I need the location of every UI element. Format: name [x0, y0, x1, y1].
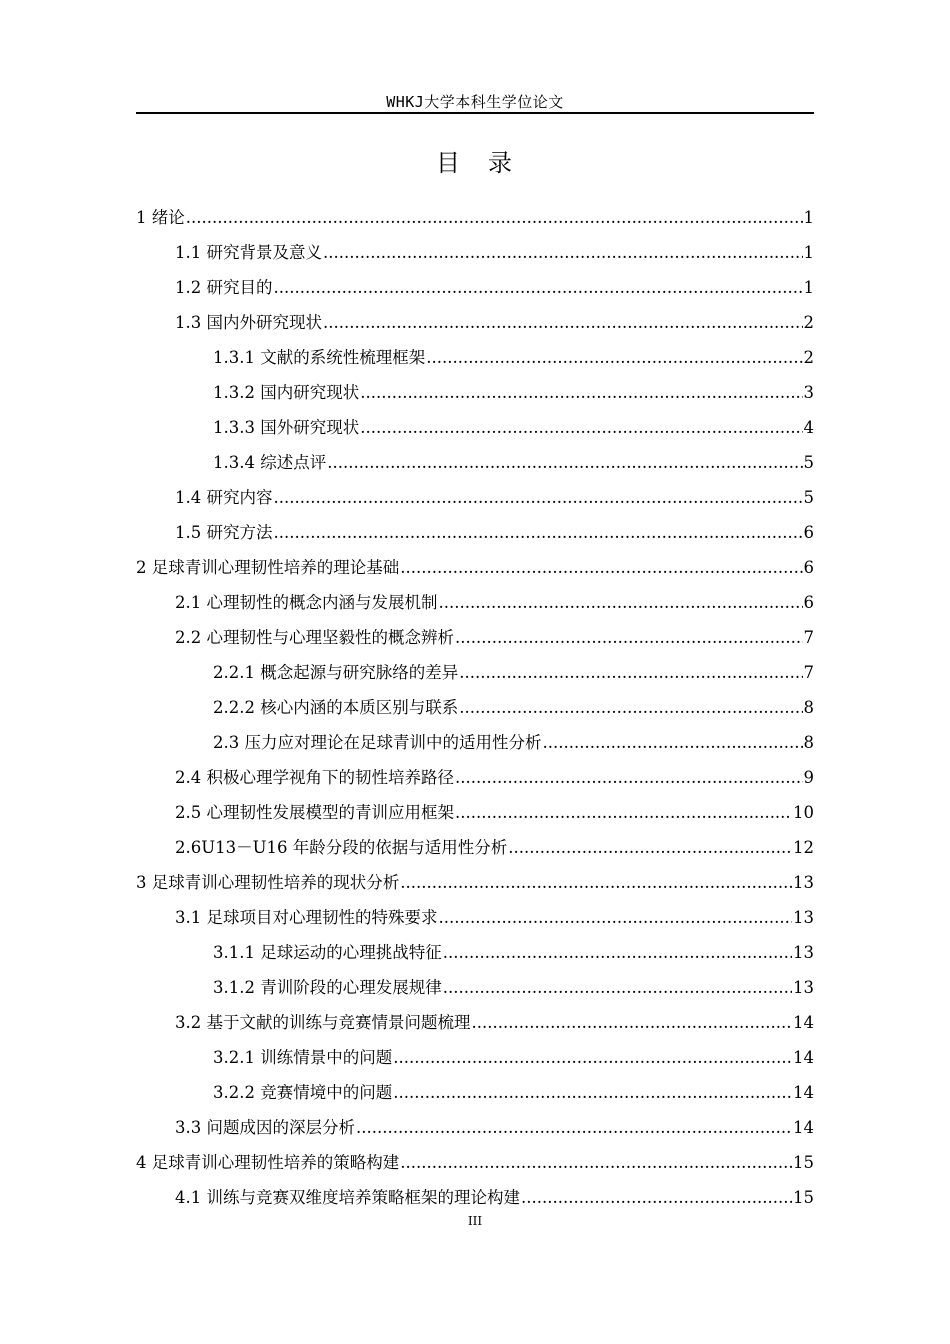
- toc-entry-page: 10: [793, 803, 814, 822]
- toc-entry[interactable]: [136, 412, 814, 447]
- toc-entry-page: 5: [803, 453, 814, 472]
- toc-entry[interactable]: [136, 762, 814, 797]
- toc-leader-dots: [472, 1007, 793, 1039]
- table-of-contents: [136, 202, 814, 1217]
- toc-leader-dots: [360, 412, 802, 444]
- toc-entry[interactable]: [136, 1147, 814, 1182]
- toc-leader-dots: [400, 1147, 792, 1179]
- toc-entry[interactable]: [136, 937, 814, 972]
- toc-leader-dots: [360, 377, 802, 409]
- toc-entry-page: 8: [803, 733, 814, 752]
- toc-entry-label: 2.6U13－U16 年龄分段的依据与适用性分析: [175, 838, 508, 857]
- toc-entry-label: 3.1.1 足球运动的心理挑战特征: [213, 943, 442, 962]
- toc-leader-dots: [439, 587, 803, 619]
- toc-entry-page: 13: [793, 873, 814, 892]
- toc-entry-page: 1: [803, 243, 814, 262]
- toc-leader-dots: [323, 307, 803, 339]
- toc-entry-page: 15: [793, 1188, 814, 1207]
- toc-entry[interactable]: [136, 447, 814, 482]
- toc-leader-dots: [393, 1077, 792, 1109]
- toc-entry-page: 12: [793, 838, 814, 857]
- toc-entry[interactable]: [136, 832, 814, 867]
- toc-entry-label: 1.3.4 综述点评: [213, 453, 327, 472]
- toc-entry-page: 6: [803, 523, 814, 542]
- toc-entry-label: 3.1 足球项目对心理韧性的特殊要求: [175, 908, 438, 927]
- toc-leader-dots: [455, 797, 792, 829]
- toc-leader-dots: [186, 202, 803, 234]
- toc-entry-label: 2.2 心理韧性与心理坚毅性的概念辨析: [175, 628, 454, 647]
- toc-leader-dots: [274, 517, 803, 549]
- toc-entry-label: 3.1.2 青训阶段的心理发展规律: [213, 978, 442, 997]
- toc-entry-page: 7: [803, 663, 814, 682]
- toc-entry-label: 1.3 国内外研究现状: [175, 313, 322, 332]
- toc-entry[interactable]: [136, 307, 814, 342]
- toc-entry-label: 2.2.2 核心内涵的本质区别与联系: [213, 698, 459, 717]
- toc-leader-dots: [455, 762, 803, 794]
- toc-leader-dots: [274, 272, 803, 304]
- page-number: III: [467, 1214, 483, 1228]
- toc-entry-page: 6: [803, 558, 814, 577]
- toc-entry[interactable]: [136, 1042, 814, 1077]
- toc-leader-dots: [443, 972, 792, 1004]
- toc-entry-label: 3 足球青训心理韧性培养的现状分析: [136, 873, 400, 892]
- toc-leader-dots: [439, 902, 793, 934]
- toc-entry[interactable]: [136, 1112, 814, 1147]
- toc-leader-dots: [356, 1112, 792, 1144]
- toc-leader-dots: [521, 1182, 792, 1214]
- toc-entry-label: 2.4 积极心理学视角下的韧性培养路径: [175, 768, 454, 787]
- toc-entry-page: 7: [803, 628, 814, 647]
- toc-entry-label: 3.2 基于文献的训练与竞赛情景问题梳理: [175, 1013, 471, 1032]
- toc-entry[interactable]: [136, 867, 814, 902]
- toc-entry-label: 1 绪论: [136, 208, 185, 227]
- toc-leader-dots: [400, 552, 802, 584]
- toc-entry-label: 3.2.2 竞赛情境中的问题: [213, 1083, 393, 1102]
- toc-entry[interactable]: [136, 1007, 814, 1042]
- toc-leader-dots: [543, 727, 803, 759]
- toc-entry[interactable]: [136, 552, 814, 587]
- toc-entry[interactable]: [136, 692, 814, 727]
- toc-leader-dots: [443, 937, 792, 969]
- toc-entry-page: 14: [793, 1048, 814, 1067]
- toc-entry-page: 2: [803, 348, 814, 367]
- toc-title-part2: 录: [488, 149, 514, 177]
- toc-leader-dots: [327, 447, 802, 479]
- toc-entry-label: 1.3.1 文献的系统性梳理框架: [213, 348, 426, 367]
- toc-entry-page: 8: [803, 698, 814, 717]
- toc-leader-dots: [274, 482, 803, 514]
- toc-entry-page: 14: [793, 1013, 814, 1032]
- toc-entry-label: 2.5 心理韧性发展模型的青训应用框架: [175, 803, 454, 822]
- toc-entry[interactable]: [136, 1077, 814, 1112]
- toc-entry-page: 1: [803, 278, 814, 297]
- toc-entry[interactable]: [136, 517, 814, 552]
- toc-entry-label: 2 足球青训心理韧性培养的理论基础: [136, 558, 400, 577]
- toc-entry[interactable]: [136, 902, 814, 937]
- toc-entry-label: 2.1 心理韧性的概念内涵与发展机制: [175, 593, 438, 612]
- toc-leader-dots: [393, 1042, 792, 1074]
- toc-entry-label: 4 足球青训心理韧性培养的策略构建: [136, 1153, 400, 1172]
- toc-entry[interactable]: [136, 202, 814, 237]
- toc-entry-label: 1.5 研究方法: [175, 523, 273, 542]
- toc-entry-label: 1.1 研究背景及意义: [175, 243, 322, 262]
- toc-entry-page: 1: [803, 208, 814, 227]
- toc-entry[interactable]: [136, 727, 814, 762]
- toc-entry-label: 1.2 研究目的: [175, 278, 273, 297]
- toc-entry-page: 15: [793, 1153, 814, 1172]
- toc-entry-page: 6: [803, 593, 814, 612]
- toc-entry[interactable]: [136, 587, 814, 622]
- toc-entry[interactable]: [136, 797, 814, 832]
- toc-title: [136, 146, 814, 180]
- toc-entry[interactable]: [136, 342, 814, 377]
- toc-entry-label: 1.3.3 国外研究现状: [213, 418, 360, 437]
- toc-leader-dots: [426, 342, 802, 374]
- toc-entry-page: 14: [793, 1118, 814, 1137]
- toc-entry-page: 4: [803, 418, 814, 437]
- toc-leader-dots: [459, 657, 802, 689]
- toc-entry[interactable]: [136, 377, 814, 412]
- toc-entry-page: 5: [803, 488, 814, 507]
- running-header: WHKJ大学本科生学位论文: [136, 92, 814, 114]
- toc-entry-page: 9: [803, 768, 814, 787]
- toc-entry-label: 2.2.1 概念起源与研究脉络的差异: [213, 663, 459, 682]
- toc-leader-dots: [400, 867, 792, 899]
- toc-entry-page: 13: [793, 908, 814, 927]
- toc-entry-label: 3.3 问题成因的深层分析: [175, 1118, 355, 1137]
- toc-leader-dots: [455, 622, 803, 654]
- toc-entry-page: 2: [803, 313, 814, 332]
- toc-entry-page: 3: [803, 383, 814, 402]
- toc-leader-dots: [459, 692, 802, 724]
- toc-entry-label: 3.2.1 训练情景中的问题: [213, 1048, 393, 1067]
- toc-leader-dots: [508, 832, 792, 864]
- toc-entry-label: 1.4 研究内容: [175, 488, 273, 507]
- toc-entry[interactable]: [136, 972, 814, 1007]
- toc-entry[interactable]: [136, 657, 814, 692]
- toc-entry[interactable]: [136, 482, 814, 517]
- toc-entry-label: 2.3 压力应对理论在足球青训中的适用性分析: [213, 733, 542, 752]
- toc-entry[interactable]: [136, 237, 814, 272]
- toc-entry-label: 1.3.2 国内研究现状: [213, 383, 360, 402]
- toc-entry-page: 13: [793, 943, 814, 962]
- toc-entry-page: 13: [793, 978, 814, 997]
- toc-entry[interactable]: [136, 622, 814, 657]
- toc-entry-page: 14: [793, 1083, 814, 1102]
- toc-entry[interactable]: [136, 272, 814, 307]
- toc-title-part1: 目: [436, 149, 462, 177]
- toc-leader-dots: [323, 237, 803, 269]
- toc-entry-label: 4.1 训练与竞赛双维度培养策略框架的理论构建: [175, 1188, 520, 1207]
